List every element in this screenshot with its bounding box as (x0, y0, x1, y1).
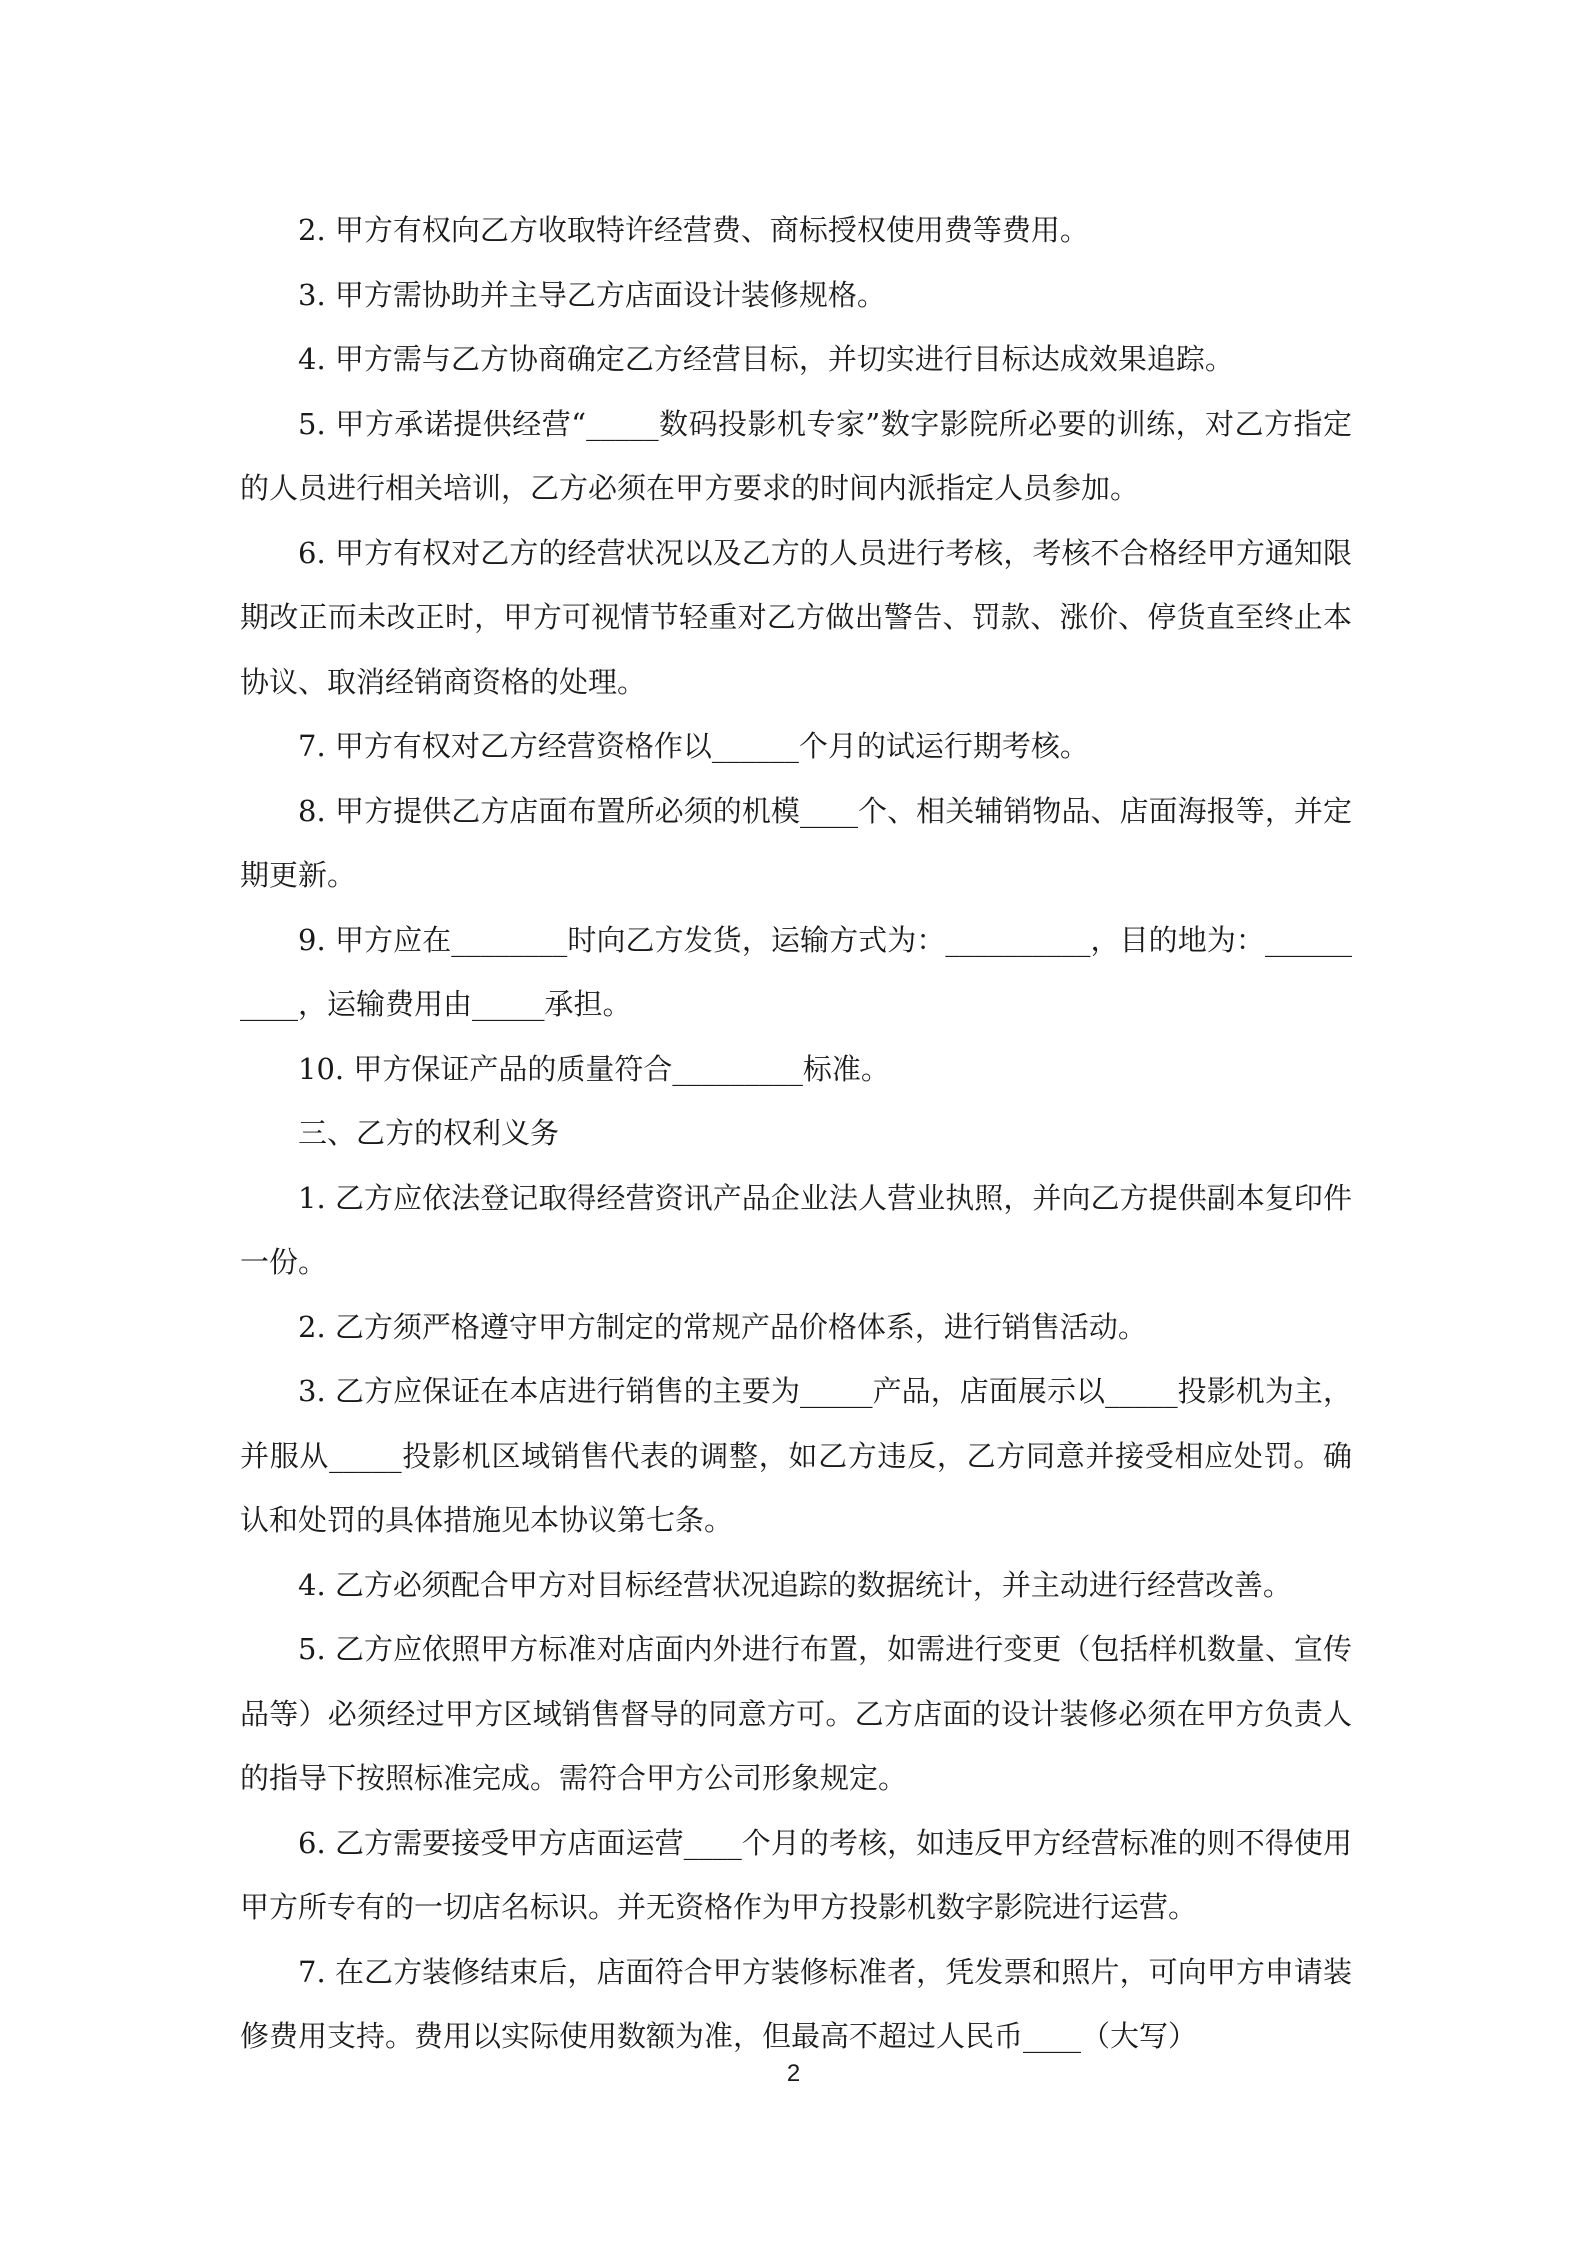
page-number: 2 (786, 2060, 801, 2087)
clause-a-9: 9. 甲方应在________时向乙方发货，运输方式为：__________，目的地为：__________，运输费用由_____承担。 (240, 922, 1352, 1021)
document-body (240, 198, 1352, 2069)
clause-b-3: 3. 乙方应保证在本店进行销售的主要为_____产品，店面展示以_____投影机为主，并服从_____投影机区域销售代表的调整，如乙方违反，乙方同意并接受相应处罚。确认和处罚的具体措施见本协议第七条。 (240, 1374, 1352, 1537)
clause-b-5: 5. 乙方应依照甲方标准对店面内外进行布置，如需进行变更（包括样机数量、宣传品等）必须经过甲方区域销售督导的同意方可。乙方店面的设计装修必须在甲方负责人的指导下按照标准完成。需符合甲方公司形象规定。 (240, 1632, 1352, 1795)
clause-b-7: 7. 在乙方装修结束后，店面符合甲方装修标准者，凭发票和照片，可向甲方申请装修费用支持。费用以实际使用数额为准，但最高不超过人民币____（大写） (240, 1954, 1352, 2053)
clause-b-1: 1. 乙方应依法登记取得经营资讯产品企业法人营业执照，并向乙方提供副本复印件一份。 (240, 1180, 1352, 1279)
clause-b-4: 4. 乙方必须配合甲方对目标经营状况追踪的数据统计，并主动进行经营改善。 (298, 1567, 1292, 1602)
clause-a-3: 3. 甲方需协助并主导乙方店面设计装修规格。 (298, 277, 886, 312)
clause-a-5: 5. 甲方承诺提供经营“_____数码投影机专家”数字影院所必要的训练，对乙方指定的人员进行相关培训，乙方必须在甲方要求的时间内派指定人员参加。 (240, 406, 1352, 505)
clause-b-6: 6. 乙方需要接受甲方店面运营____个月的考核，如违反甲方经营标准的则不得使用甲方所专有的一切店名标识。并无资格作为甲方投影机数字影院进行运营。 (240, 1825, 1352, 1924)
clause-a-2: 2. 甲方有权向乙方收取特许经营费、商标授权使用费等费用。 (298, 213, 1089, 247)
clause-a-6: 6. 甲方有权对乙方的经营状况以及乙方的人员进行考核，考核不合格经甲方通知限期改正而未改正时，甲方可视情节轻重对乙方做出警告、罚款、涨价、停货直至终止本协议、取消经销商资格的处理。 (240, 535, 1352, 699)
clause-a-10: 10. 甲方保证产品的质量符合_________标准。 (298, 1051, 890, 1086)
clause-b-2: 2. 乙方须严格遵守甲方制定的常规产品价格体系，进行销售活动。 (298, 1309, 1147, 1344)
section-heading: 三、乙方的权利义务 (298, 1116, 560, 1150)
clause-a-8: 8. 甲方提供乙方店面布置所必须的机模____个、相关辅销物品、店面海报等，并定期更新。 (240, 793, 1352, 892)
clause-a-4: 4. 甲方需与乙方协商确定乙方经营目标，并切实进行目标达成效果追踪。 (298, 342, 1234, 376)
clause-a-7: 7. 甲方有权对乙方经营资格作以______个月的试运行期考核。 (298, 729, 1089, 763)
